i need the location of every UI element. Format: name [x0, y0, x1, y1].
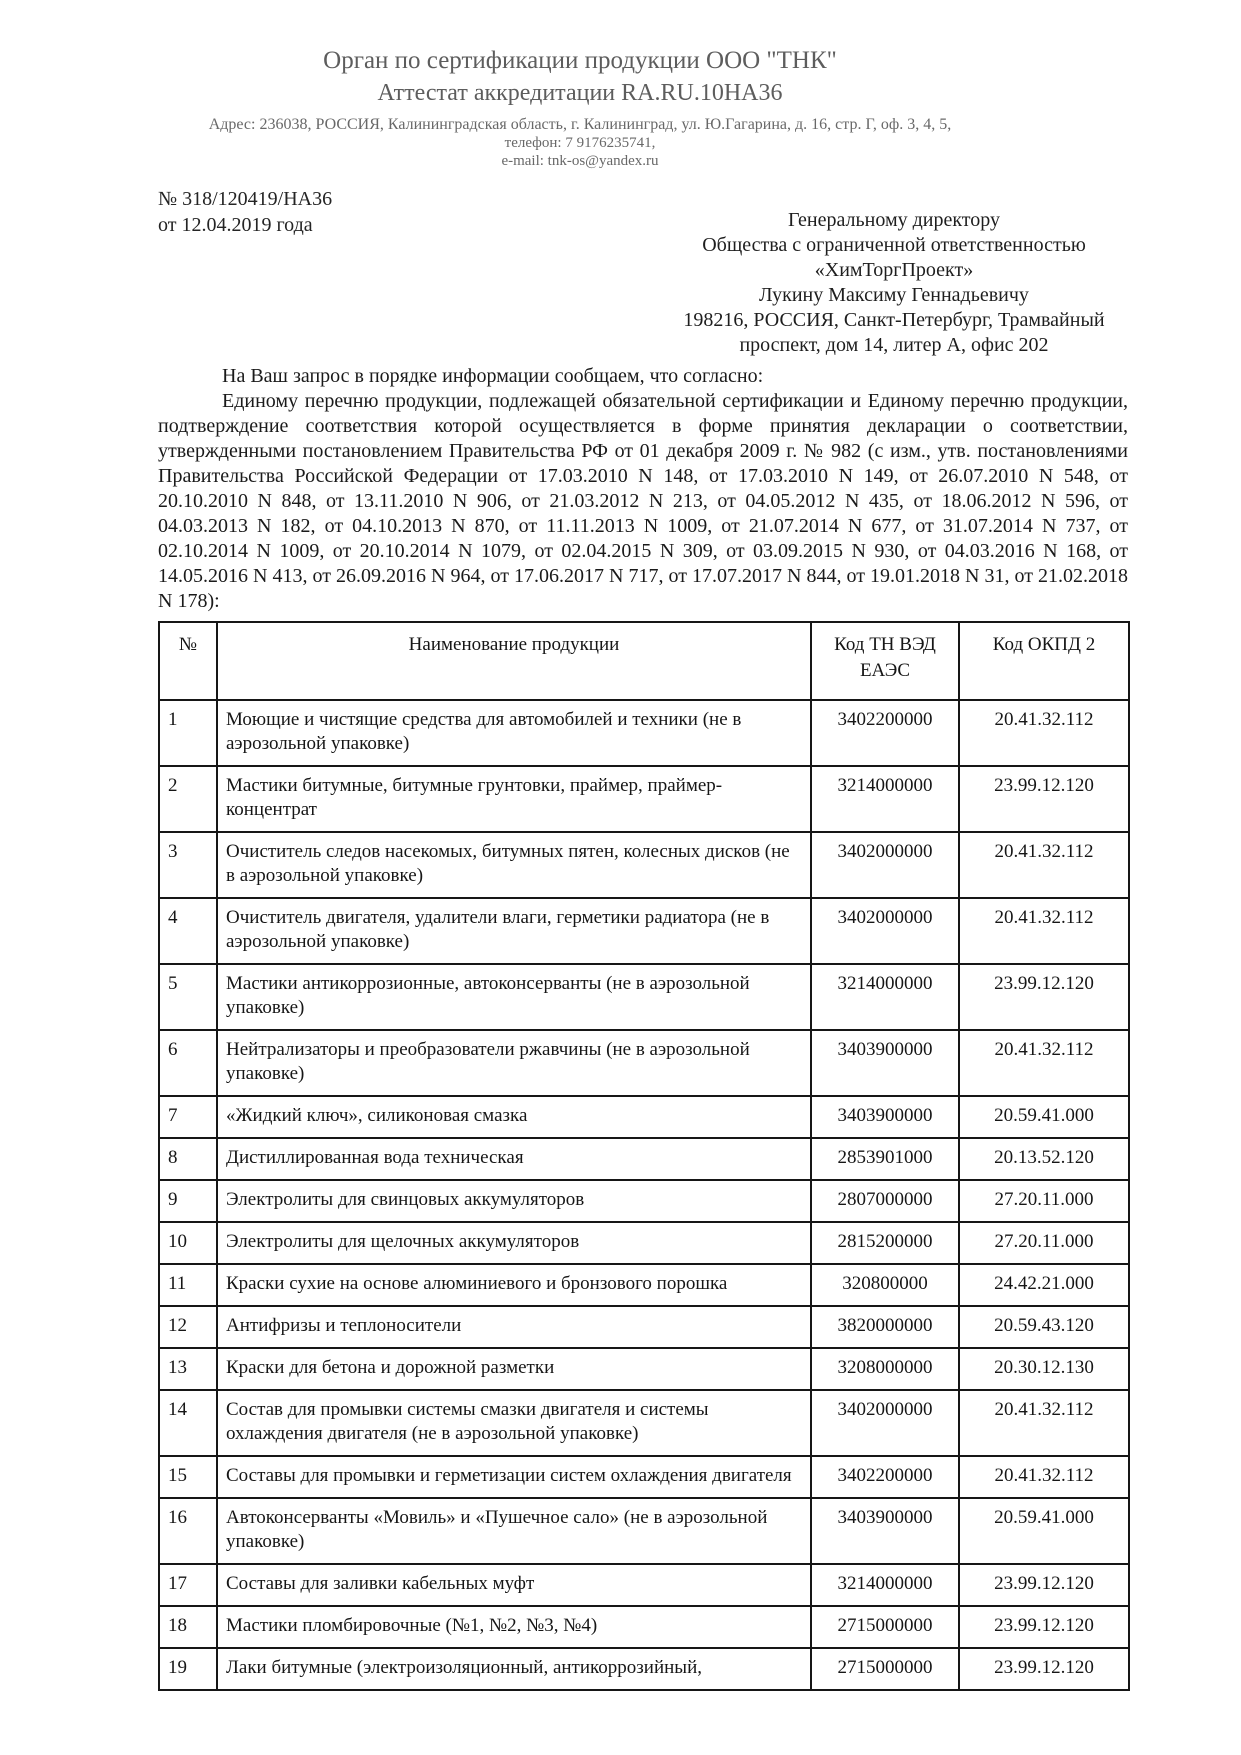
- row-number: 18: [159, 1606, 217, 1648]
- product-name: Нейтрализаторы и преобразователи ржавчины (не в аэрозольной упаковке): [217, 1030, 811, 1096]
- row-number: 14: [159, 1390, 217, 1456]
- tnved-code: 3402000000: [811, 1390, 959, 1456]
- addressee-line: Лукину Максиму Геннадьевичу: [759, 284, 1029, 306]
- okpd-code: 20.41.32.112: [959, 1456, 1129, 1498]
- reference-addressee-block: [158, 186, 1128, 356]
- product-name: Состав для промывки системы смазки двигателя и системы охлаждения двигателя (не в аэрозольной упаковке): [217, 1390, 811, 1456]
- org-title: Орган по сертификации продукции ООО "ТНК": [323, 47, 837, 74]
- row-number: 12: [159, 1306, 217, 1348]
- okpd-code: 20.41.32.112: [959, 898, 1129, 964]
- okpd-code: 24.42.21.000: [959, 1264, 1129, 1306]
- okpd-code: 23.99.12.120: [959, 766, 1129, 832]
- product-name: Антифризы и теплоносители: [217, 1306, 811, 1348]
- table-row: [159, 1222, 1129, 1264]
- letter-number: № 318/120419/НА36: [158, 188, 333, 210]
- okpd-code: 23.99.12.120: [959, 1648, 1129, 1690]
- tnved-code: 3402200000: [811, 700, 959, 766]
- row-number: 5: [159, 964, 217, 1030]
- table-row: [159, 1648, 1129, 1690]
- addressee-line: проспект, дом 14, литер А, офис 202: [739, 334, 1049, 356]
- okpd-code: 20.41.32.112: [959, 1030, 1129, 1096]
- addressee-line: Общества с ограниченной ответственностью: [702, 234, 1086, 256]
- header-tnved-line2: ЕАЭС: [859, 660, 911, 681]
- okpd-code: 20.59.43.120: [959, 1306, 1129, 1348]
- okpd-code: 20.59.41.000: [959, 1498, 1129, 1564]
- product-name: Краски сухие на основе алюминиевого и бронзового порошка: [217, 1264, 811, 1306]
- table-row: [159, 1138, 1129, 1180]
- tnved-code: 3820000000: [811, 1306, 959, 1348]
- tnved-code: 2807000000: [811, 1180, 959, 1222]
- header-product-name: Наименование продукции: [217, 622, 811, 700]
- table-row: [159, 832, 1129, 898]
- row-number: 3: [159, 832, 217, 898]
- tnved-code: 2715000000: [811, 1648, 959, 1690]
- okpd-code: 20.30.12.130: [959, 1348, 1129, 1390]
- okpd-code: 27.20.11.000: [959, 1222, 1129, 1264]
- table-row: [159, 1096, 1129, 1138]
- row-number: 10: [159, 1222, 217, 1264]
- okpd-code: 23.99.12.120: [959, 1564, 1129, 1606]
- okpd-code: 20.59.41.000: [959, 1096, 1129, 1138]
- table-row: [159, 766, 1129, 832]
- product-name: Лаки битумные (электроизоляционный, антикоррозийный,: [217, 1648, 811, 1690]
- header-tnved: [811, 622, 959, 700]
- table-row: [159, 1390, 1129, 1456]
- table-row: [159, 1606, 1129, 1648]
- row-number: 4: [159, 898, 217, 964]
- table-row: [159, 1564, 1129, 1606]
- product-name: Очиститель двигателя, удалители влаги, герметики радиатора (не в аэрозольной упаковке): [217, 898, 811, 964]
- tnved-code: 320800000: [811, 1264, 959, 1306]
- product-name: «Жидкий ключ», силиконовая смазка: [217, 1096, 811, 1138]
- okpd-code: 20.13.52.120: [959, 1138, 1129, 1180]
- tnved-code: 2815200000: [811, 1222, 959, 1264]
- product-name: Составы для промывки и герметизации систем охлаждения двигателя: [217, 1456, 811, 1498]
- tnved-code: 3402000000: [811, 832, 959, 898]
- row-number: 19: [159, 1648, 217, 1690]
- product-table-body: [159, 700, 1129, 1690]
- product-name: Краски для бетона и дорожной разметки: [217, 1348, 811, 1390]
- okpd-code: 20.41.32.112: [959, 1390, 1129, 1456]
- okpd-code: 20.41.32.112: [959, 700, 1129, 766]
- table-row: [159, 1030, 1129, 1096]
- product-name: Составы для заливки кабельных муфт: [217, 1564, 811, 1606]
- header-row: [159, 622, 1129, 700]
- okpd-code: 20.41.32.112: [959, 832, 1129, 898]
- product-name: Моющие и чистящие средства для автомобилей и техники (не в аэрозольной упаковке): [217, 700, 811, 766]
- tnved-code: 3214000000: [811, 766, 959, 832]
- product-name: Мастики битумные, битумные грунтовки, праймер, праймер-концентрат: [217, 766, 811, 832]
- addressee-line: 198216, РОССИЯ, Санкт-Петербург, Трамвайный: [683, 309, 1105, 331]
- product-name: Дистиллированная вода техническая: [217, 1138, 811, 1180]
- org-email: e-mail: tnk-os@yandex.ru: [501, 153, 659, 169]
- table-row: [159, 1306, 1129, 1348]
- okpd-code: 23.99.12.120: [959, 1606, 1129, 1648]
- header-num: №: [159, 622, 217, 700]
- table-row: [159, 898, 1129, 964]
- product-name: Автоконсерванты «Мовиль» и «Пушечное сало» (не в аэрозольной упаковке): [217, 1498, 811, 1564]
- table-row: [159, 1264, 1129, 1306]
- tnved-code: 3403900000: [811, 1498, 959, 1564]
- row-number: 11: [159, 1264, 217, 1306]
- letter-date: от 12.04.2019 года: [158, 214, 313, 236]
- table-row: [159, 1456, 1129, 1498]
- row-number: 1: [159, 700, 217, 766]
- tnved-code: 3214000000: [811, 964, 959, 1030]
- product-name: Электролиты для свинцовых аккумуляторов: [217, 1180, 811, 1222]
- accreditation-line: Аттестат аккредитации RA.RU.10НА36: [377, 80, 783, 106]
- okpd-code: 23.99.12.120: [959, 964, 1129, 1030]
- okpd-code: 27.20.11.000: [959, 1180, 1129, 1222]
- table-row: [159, 1180, 1129, 1222]
- tnved-code: 3402000000: [811, 898, 959, 964]
- row-number: 15: [159, 1456, 217, 1498]
- tnved-code: 3402200000: [811, 1456, 959, 1498]
- addressee-line: «ХимТоргПроект»: [814, 259, 974, 281]
- row-number: 2: [159, 766, 217, 832]
- product-table: [158, 621, 1130, 1691]
- table-row: [159, 1498, 1129, 1564]
- row-number: 9: [159, 1180, 217, 1222]
- tnved-code: 3214000000: [811, 1564, 959, 1606]
- product-name: Очиститель следов насекомых, битумных пятен, колесных дисков (не в аэрозольной упаковке): [217, 832, 811, 898]
- row-number: 13: [159, 1348, 217, 1390]
- letter-body: [158, 364, 1128, 614]
- table-row: [159, 964, 1129, 1030]
- table-row: [159, 700, 1129, 766]
- header-okpd: Код ОКПД 2: [959, 622, 1129, 700]
- intro-sentence: На Ваш запрос в порядке информации сообщаем, что согласно:: [222, 365, 764, 387]
- tnved-code: 2715000000: [811, 1606, 959, 1648]
- product-name: Мастики пломбировочные (№1, №2, №3, №4): [217, 1606, 811, 1648]
- row-number: 7: [159, 1096, 217, 1138]
- row-number: 17: [159, 1564, 217, 1606]
- row-number: 6: [159, 1030, 217, 1096]
- addressee-block: [668, 208, 1120, 358]
- org-phone: телефон: 7 9176235741,: [504, 135, 656, 151]
- table-row: [159, 1348, 1129, 1390]
- tnved-code: 3403900000: [811, 1030, 959, 1096]
- product-name: Мастики антикоррозионные, автоконсерванты (не в аэрозольной упаковке): [217, 964, 811, 1030]
- product-table-header: [159, 622, 1129, 700]
- tnved-code: 3403900000: [811, 1096, 959, 1138]
- tnved-code: 3208000000: [811, 1348, 959, 1390]
- org-address: Адрес: 236038, РОССИЯ, Калининградская область, г. Калининград, ул. Ю.Гагарина, д. 16, стр. Г, оф. 3, 4, 5,: [208, 116, 952, 133]
- letterhead: [115, 46, 1045, 170]
- tnved-code: 2853901000: [811, 1138, 959, 1180]
- regulation-paragraph: Единому перечню продукции, подлежащей обязательной сертификации и Единому перечню продукции, подтверждение соответствия которой осуществляется в форме принятия декларации о соответствии, утвержденными постановлением Правительства РФ от 01 декабря 2009 г. № 982 (с изм., утв. постановлениями Правительства Российской Федерации от 17.03.2010 N 148, от 17.03.2010 N 149, от 26.07.2010 N 548, от 20.10.2010 N 848, от 13.11.2010 N 906, от 21.03.2012 N 213, от 04.05.2012 N 435, от 18.06.2012 N 596, от 04.03.2013 N 182, от 04.10.2013 N 870, от 11.11.2013 N 1009, от 21.07.2014 N 677, от 31.07.2014 N 737, от 02.10.2014 N 1009, от 20.10.2014 N 1079, от 02.04.2015 N 309, от 03.09.2015 N 930, от 04.03.2016 N 168, от 14.05.2016 N 413, от 26.09.2016 N 964, от 17.06.2017 N 717, от 17.07.2017 N 844, от 19.01.2018 N 31, от 21.02.2018 N 178):: [158, 390, 1128, 612]
- row-number: 8: [159, 1138, 217, 1180]
- product-name: Электролиты для щелочных аккумуляторов: [217, 1222, 811, 1264]
- header-tnved-line1: Код ТН ВЭД: [834, 634, 936, 655]
- addressee-line: Генеральному директору: [787, 209, 1001, 231]
- row-number: 16: [159, 1498, 217, 1564]
